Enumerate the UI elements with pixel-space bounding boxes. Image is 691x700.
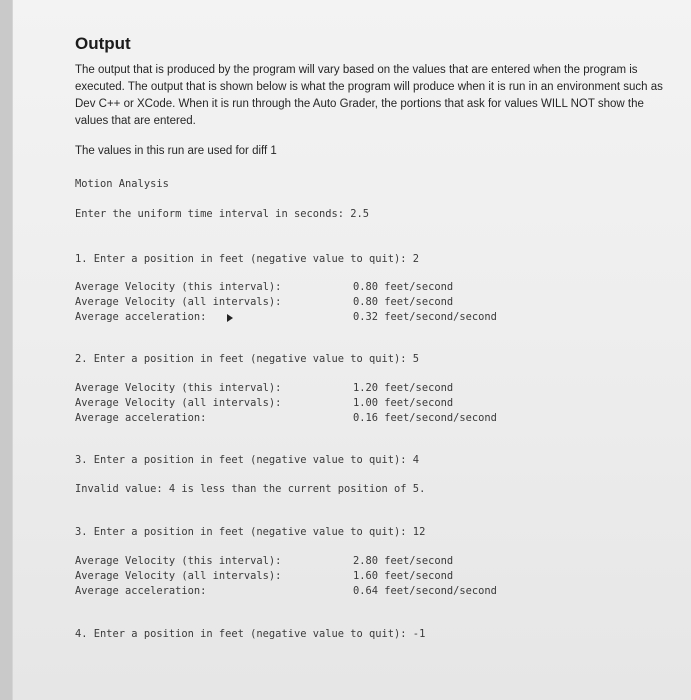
position-prompt-4: 4. Enter a position in feet (negative value to quit): -1 xyxy=(75,628,426,640)
result-label: Average Velocity (this interval): xyxy=(75,382,282,394)
mouse-cursor-icon xyxy=(227,314,233,322)
result-label: Average acceleration: xyxy=(75,412,207,424)
result-value: 0.80 feet/second xyxy=(353,281,454,293)
position-prompt-3: 3. Enter a position in feet (negative value to quit): 4 xyxy=(75,454,420,466)
intro-paragraph: The output that is produced by the program will vary based on the values that are entered when the program is executed. The output that is shown below is what the program will produce when it is run in an environment such as Dev C++ or XCode. When it is run through the Auto Grader, the portions that ask for values WILL NOT show the values that are entered. xyxy=(75,64,663,127)
result-label: Average Velocity (all intervals): xyxy=(75,296,282,308)
result-label: Average Velocity (this interval): xyxy=(75,281,282,293)
document-page xyxy=(12,0,691,700)
position-prompt-1: 1. Enter a position in feet (negative value to quit): 2 xyxy=(75,253,420,265)
result-label: Average Velocity (this interval): xyxy=(75,555,282,567)
result-value: 0.64 feet/second/second xyxy=(353,585,497,597)
result-value: 1.60 feet/second xyxy=(353,570,454,582)
result-label: Average Velocity (all intervals): xyxy=(75,397,282,409)
result-value: 1.20 feet/second xyxy=(353,382,454,394)
result-label: Average acceleration: xyxy=(75,585,207,597)
section-heading: Output xyxy=(75,34,131,53)
result-value: 0.80 feet/second xyxy=(353,296,454,308)
interval-prompt: Enter the uniform time interval in seconds: 2.5 xyxy=(75,208,370,220)
result-value: 0.16 feet/second/second xyxy=(353,412,497,424)
result-value: 2.80 feet/second xyxy=(353,555,454,567)
invalid-message: Invalid value: 4 is less than the current position of 5. xyxy=(75,483,426,495)
result-value: 1.00 feet/second xyxy=(353,397,454,409)
result-value: 0.32 feet/second/second xyxy=(353,311,497,323)
position-prompt-2: 2. Enter a position in feet (negative value to quit): 5 xyxy=(75,353,420,365)
result-label: Average acceleration: xyxy=(75,311,207,323)
console-title: Motion Analysis xyxy=(75,178,169,190)
diff-note: The values in this run are used for diff 1 xyxy=(75,145,277,157)
result-label: Average Velocity (all intervals): xyxy=(75,570,282,582)
position-prompt-3b: 3. Enter a position in feet (negative value to quit): 12 xyxy=(75,526,426,538)
